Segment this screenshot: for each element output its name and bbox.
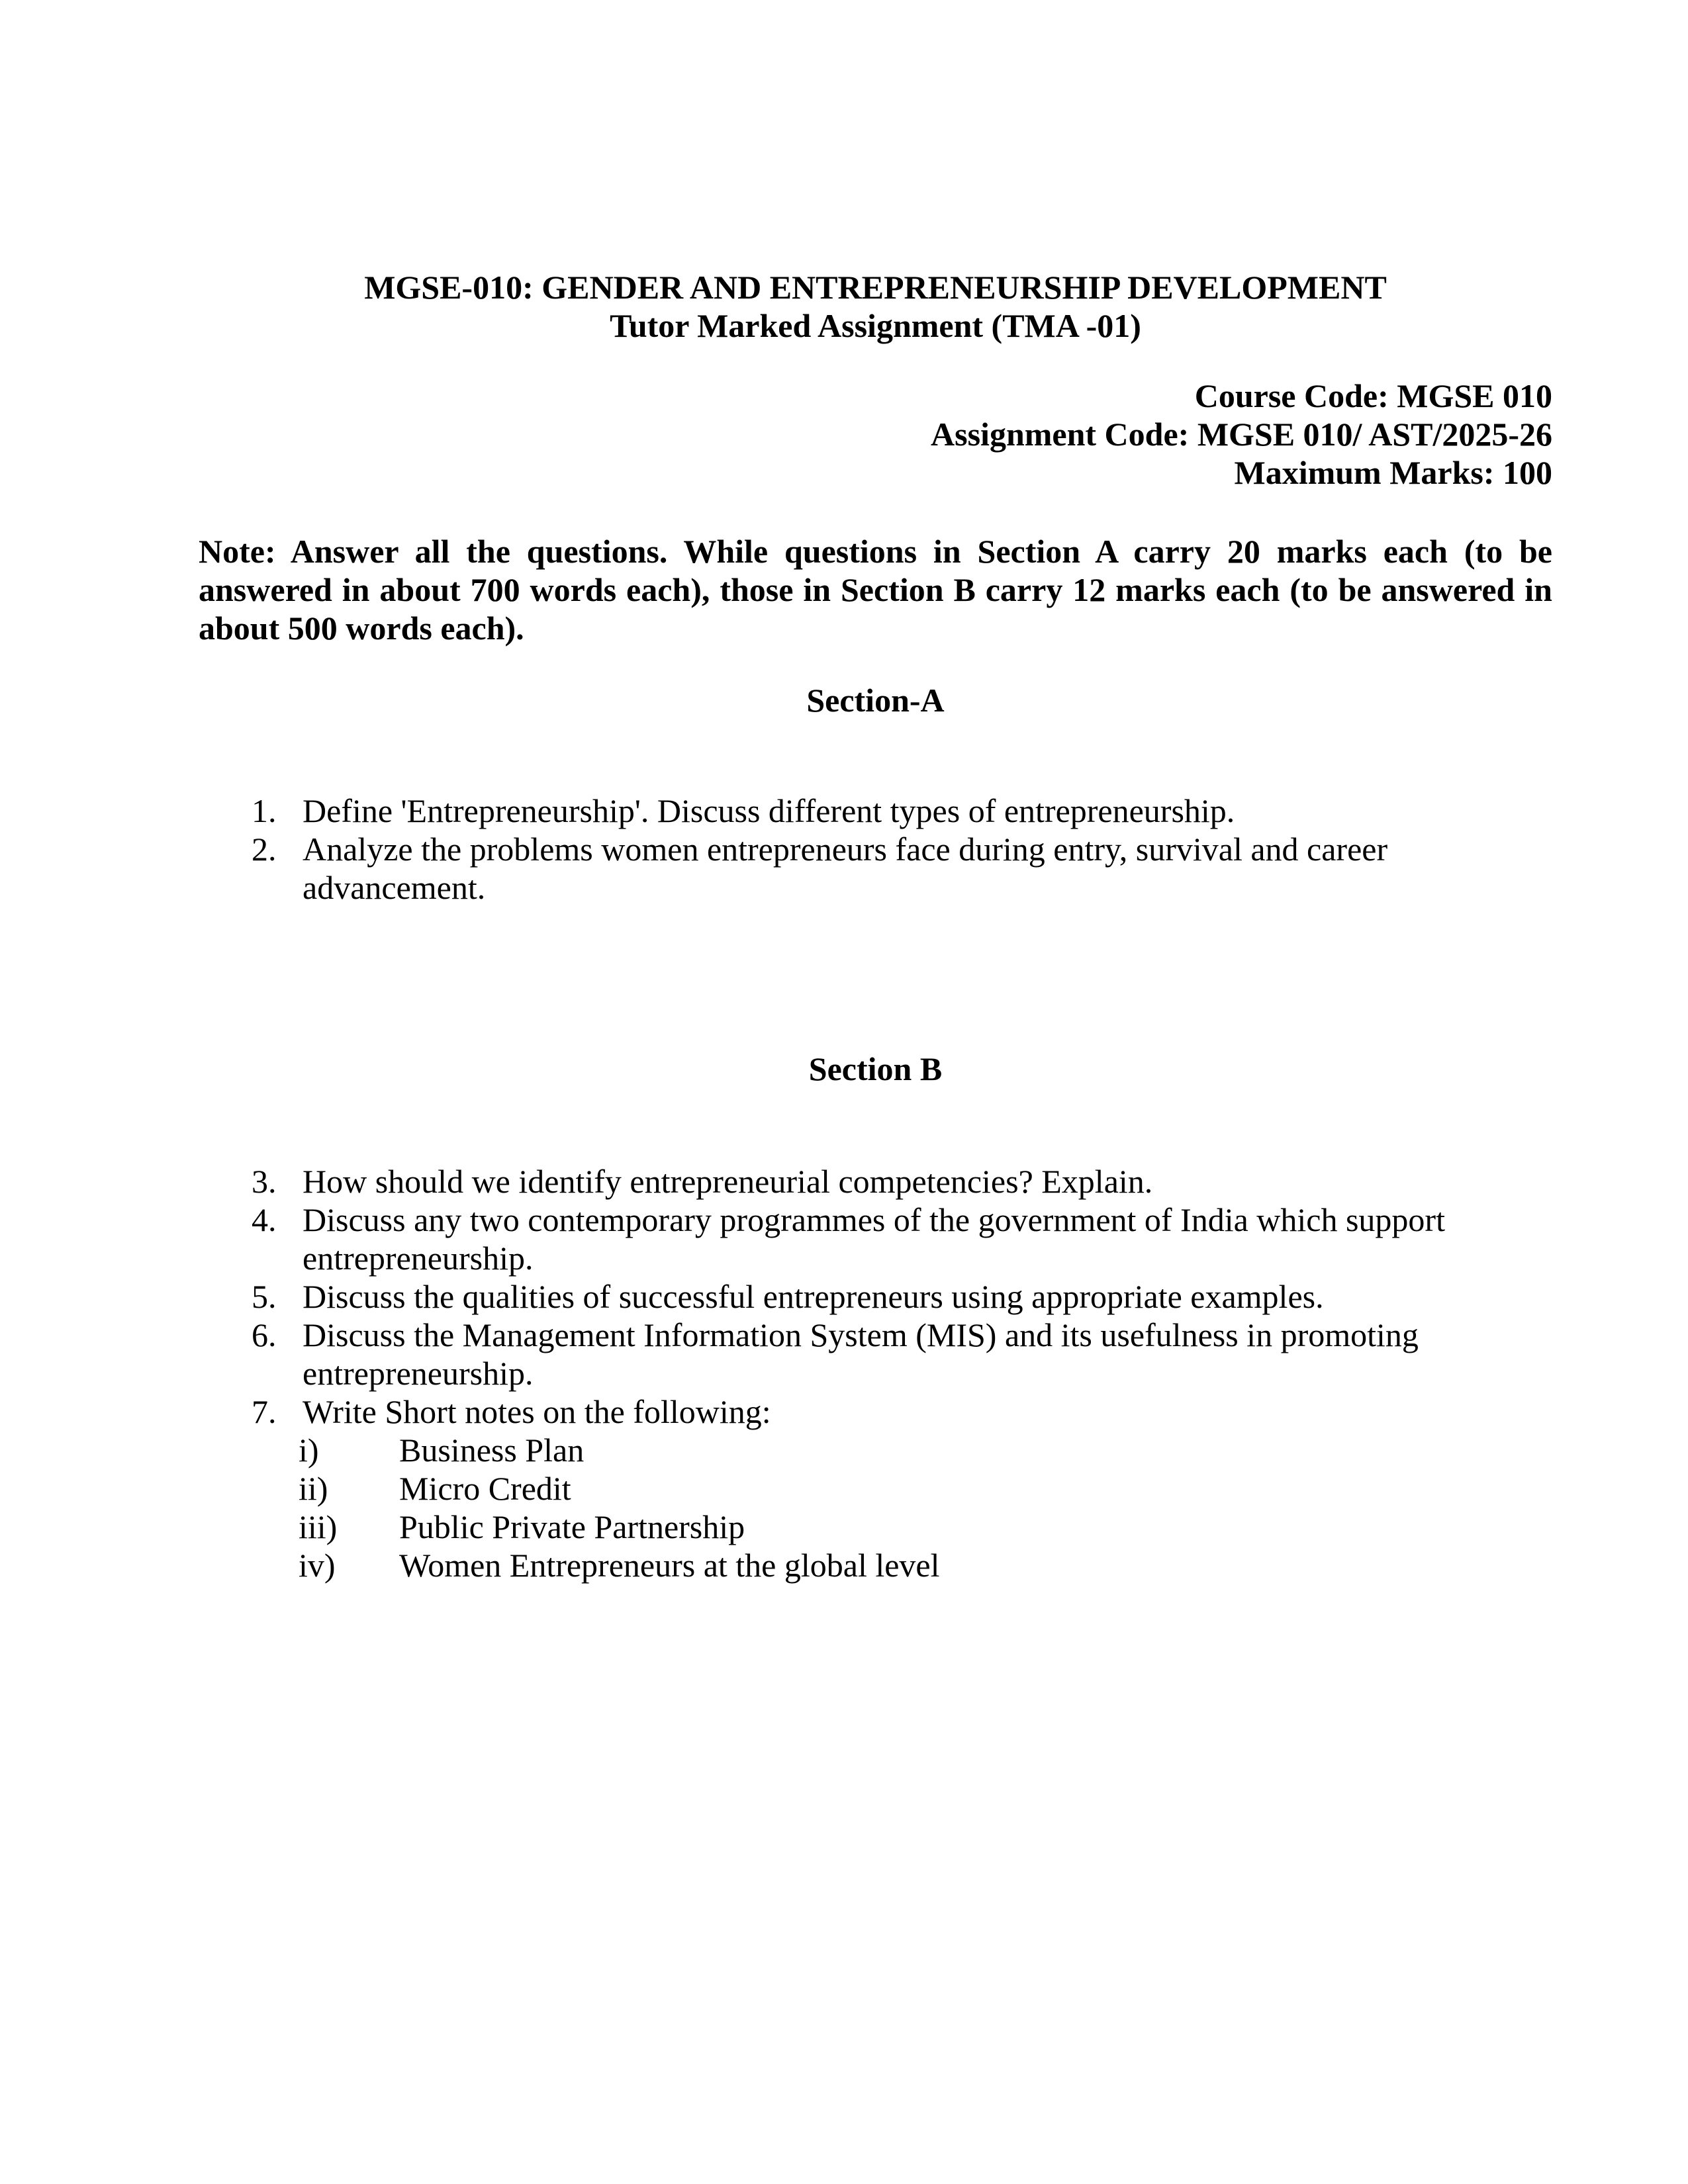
- question-7: [199, 1392, 1552, 1431]
- section-b-questions: [199, 1162, 1552, 1584]
- question-1-number: 1.: [252, 792, 277, 829]
- section-b-heading: Section B: [808, 1050, 943, 1087]
- subitem-i: [199, 1431, 1552, 1469]
- question-5-text: Discuss the qualities of successful entrepreneurs using appropriate examples.: [303, 1278, 1324, 1315]
- question-4-text: Discuss any two contemporary programmes of the government of India which support entrepreneurship.: [303, 1201, 1445, 1277]
- question-4: [199, 1201, 1552, 1277]
- section-a-heading: Section-A: [806, 682, 945, 719]
- question-4-number: 4.: [252, 1201, 277, 1238]
- question-3-text: How should we identify entrepreneurial competencies? Explain.: [303, 1163, 1153, 1200]
- subitem-ii-label: ii): [299, 1470, 328, 1507]
- subitem-iv-label: iv): [299, 1547, 336, 1584]
- question-3: [199, 1162, 1552, 1201]
- question-1-text: Define 'Entrepreneurship'. Discuss different types of entrepreneurship.: [303, 792, 1235, 829]
- course-code-line: Course Code: MGSE 010: [1194, 377, 1552, 414]
- subitem-iv-text: Women Entrepreneurs at the global level: [399, 1547, 940, 1584]
- meta-block: [199, 377, 1552, 492]
- question-2: [199, 830, 1552, 907]
- question-6-number: 6.: [252, 1316, 277, 1353]
- subitem-i-text: Business Plan: [399, 1432, 585, 1469]
- subitem-i-label: i): [299, 1432, 319, 1469]
- question-6: [199, 1316, 1552, 1392]
- note-line-3: about 500 words each).: [199, 610, 524, 647]
- subitem-iii: [199, 1508, 1552, 1546]
- question-3-number: 3.: [252, 1163, 277, 1200]
- question-2-text: Analyze the problems women entrepreneurs face during entry, survival and career advancement.: [303, 831, 1388, 906]
- note-line-1: Note: Answer all the questions. While questions in Section A carry 20 marks each (to be: [199, 533, 1552, 570]
- note-paragraph: [199, 532, 1552, 647]
- subitem-ii: [199, 1469, 1552, 1508]
- question-5-number: 5.: [252, 1278, 277, 1315]
- question-7-number: 7.: [252, 1393, 277, 1430]
- question-6-text: Discuss the Management Information System (MIS) and its usefulness in promoting entrepreneurship.: [303, 1316, 1419, 1392]
- question-5: [199, 1277, 1552, 1316]
- subitem-ii-text: Micro Credit: [399, 1470, 571, 1507]
- document-subtitle: Tutor Marked Assignment (TMA -01): [610, 307, 1141, 344]
- subitem-iii-text: Public Private Partnership: [399, 1508, 745, 1545]
- assignment-code-line: Assignment Code: MGSE 010/ AST/2025-26: [931, 416, 1552, 453]
- subitem-iii-label: iii): [299, 1508, 338, 1545]
- question-7-text: Write Short notes on the following:: [303, 1393, 771, 1430]
- subitem-iv: [199, 1546, 1552, 1584]
- note-line-2: answered in about 700 words each), those in Section B carry 12 marks each (to be answered in: [199, 571, 1552, 608]
- document-title: MGSE-010: GENDER AND ENTREPRENEURSHIP DEVELOPMENT: [364, 269, 1387, 306]
- title-block: [199, 268, 1552, 345]
- question-2-number: 2.: [252, 831, 277, 868]
- section-a-questions: [199, 792, 1552, 907]
- maximum-marks-line: Maximum Marks: 100: [1234, 454, 1552, 491]
- question-1: [199, 792, 1552, 830]
